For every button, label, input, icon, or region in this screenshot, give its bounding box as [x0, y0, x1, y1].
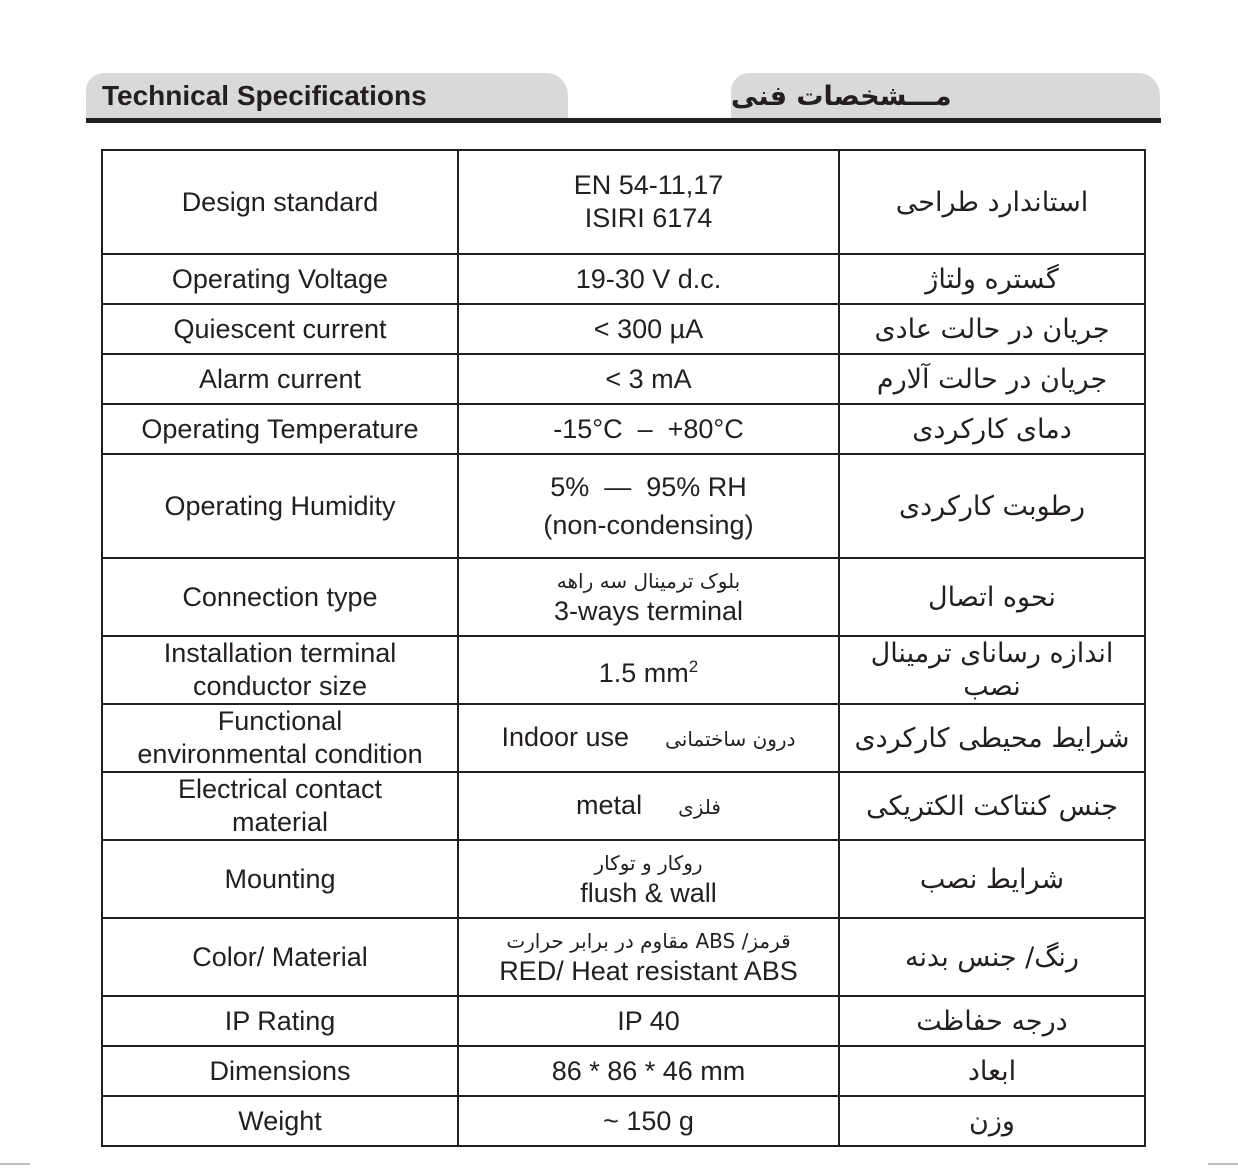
- value-persian: بلوک ترمینال سه راهه: [556, 568, 741, 593]
- value-cell: [458, 918, 839, 996]
- label-en-line: Installation terminal: [163, 638, 397, 668]
- table-row: [102, 636, 1145, 704]
- value-line: ISIRI 6174: [584, 203, 713, 233]
- label-en: [102, 772, 458, 840]
- label-fa: شرایط نصب: [839, 840, 1145, 918]
- value-cell: 19-30 V d.c.: [458, 254, 839, 304]
- value-persian: فلزی: [678, 794, 721, 819]
- label-en: Weight: [102, 1096, 458, 1146]
- label-en: Operating Voltage: [102, 254, 458, 304]
- value-line: 5% — 95% RH: [550, 472, 747, 502]
- label-en: Dimensions: [102, 1046, 458, 1096]
- label-fa: نحوه اتصال: [839, 558, 1145, 636]
- table-row: [102, 840, 1145, 918]
- label-en: Connection type: [102, 558, 458, 636]
- table-row: [102, 354, 1145, 404]
- value-english: 3-ways terminal: [553, 595, 744, 626]
- section-title-english: Technical Specifications: [102, 80, 427, 111]
- label-fa: شرایط محیطی کارکردی: [839, 704, 1145, 772]
- section-title-persian: مـــشخصات فنی: [731, 80, 952, 112]
- value-english: flush & wall: [580, 877, 717, 908]
- specifications-table: [101, 149, 1146, 1147]
- table-row: [102, 150, 1145, 254]
- label-en-line: environmental condition: [137, 739, 423, 769]
- value-english: RED/ Heat resistant ABS: [499, 955, 798, 986]
- label-en-line: material: [231, 807, 329, 837]
- label-en: [102, 704, 458, 772]
- value-english: metal: [576, 789, 643, 820]
- table-row: [102, 304, 1145, 354]
- label-en: [102, 636, 458, 704]
- value-cell: [458, 558, 839, 636]
- value-superscript: 2: [688, 657, 699, 676]
- section-tab-english: [86, 73, 568, 119]
- value-cell: [458, 150, 839, 254]
- header-divider: [86, 118, 1161, 123]
- table-row: [102, 918, 1145, 996]
- label-en: Operating Humidity: [102, 454, 458, 558]
- page-edge-mark-right: [1208, 1163, 1238, 1165]
- value-text: 1.5 mm: [598, 658, 689, 688]
- label-fa: درجه حفاظت: [839, 996, 1145, 1046]
- table-row: [102, 704, 1145, 772]
- value-cell: [458, 840, 839, 918]
- label-en-line: conductor size: [192, 671, 368, 701]
- label-fa: اندازه رسانای ترمینال نصب: [839, 636, 1145, 704]
- value-cell: [458, 704, 839, 772]
- value-cell: IP 40: [458, 996, 839, 1046]
- value-line: (non-condensing): [543, 510, 754, 540]
- value-persian: درون ساختمانی: [665, 726, 796, 751]
- value-cell: -15°C – +80°C: [458, 404, 839, 454]
- table-row: [102, 254, 1145, 304]
- label-en: Design standard: [102, 150, 458, 254]
- label-fa: رطوبت کارکردی: [839, 454, 1145, 558]
- value-cell: < 3 mA: [458, 354, 839, 404]
- label-fa: دمای کارکردی: [839, 404, 1145, 454]
- label-en: Alarm current: [102, 354, 458, 404]
- label-fa: جریان در حالت آلارم: [839, 354, 1145, 404]
- label-en: IP Rating: [102, 996, 458, 1046]
- table-row: [102, 1046, 1145, 1096]
- value-line: EN 54-11,17: [573, 170, 724, 200]
- label-fa: گستره ولتاژ: [839, 254, 1145, 304]
- value-cell: ~ 150 g: [458, 1096, 839, 1146]
- value-persian: قرمز/ ABS مقاوم در برابر حرارت: [506, 928, 791, 953]
- page-edge-mark-left: [0, 1163, 30, 1165]
- label-en-line: Electrical contact: [177, 774, 383, 804]
- value-cell: < 300 µA: [458, 304, 839, 354]
- label-fa: رنگ/ جنس بدنه: [839, 918, 1145, 996]
- value-cell: [458, 772, 839, 840]
- table-row: [102, 454, 1145, 558]
- label-fa: جریان در حالت عادی: [839, 304, 1145, 354]
- label-en-line: Functional: [217, 706, 343, 736]
- table-row: [102, 1096, 1145, 1146]
- label-en: Quiescent current: [102, 304, 458, 354]
- label-en: Operating Temperature: [102, 404, 458, 454]
- value-english: Indoor use: [501, 721, 630, 752]
- value-cell: 86 * 86 * 46 mm: [458, 1046, 839, 1096]
- label-fa: استاندارد طراحی: [839, 150, 1145, 254]
- value-cell: [458, 454, 839, 558]
- table-row: [102, 404, 1145, 454]
- value-cell: [458, 636, 839, 704]
- table-row: [102, 558, 1145, 636]
- table-row: [102, 772, 1145, 840]
- label-en: Color/ Material: [102, 918, 458, 996]
- value-persian: روکار و توکار: [594, 850, 703, 875]
- label-en: Mounting: [102, 840, 458, 918]
- table-row: [102, 996, 1145, 1046]
- section-tab-persian: [731, 73, 1160, 119]
- label-fa: ابعاد: [839, 1046, 1145, 1096]
- label-fa: جنس کنتاکت الکتریکی: [839, 772, 1145, 840]
- label-fa: وزن: [839, 1096, 1145, 1146]
